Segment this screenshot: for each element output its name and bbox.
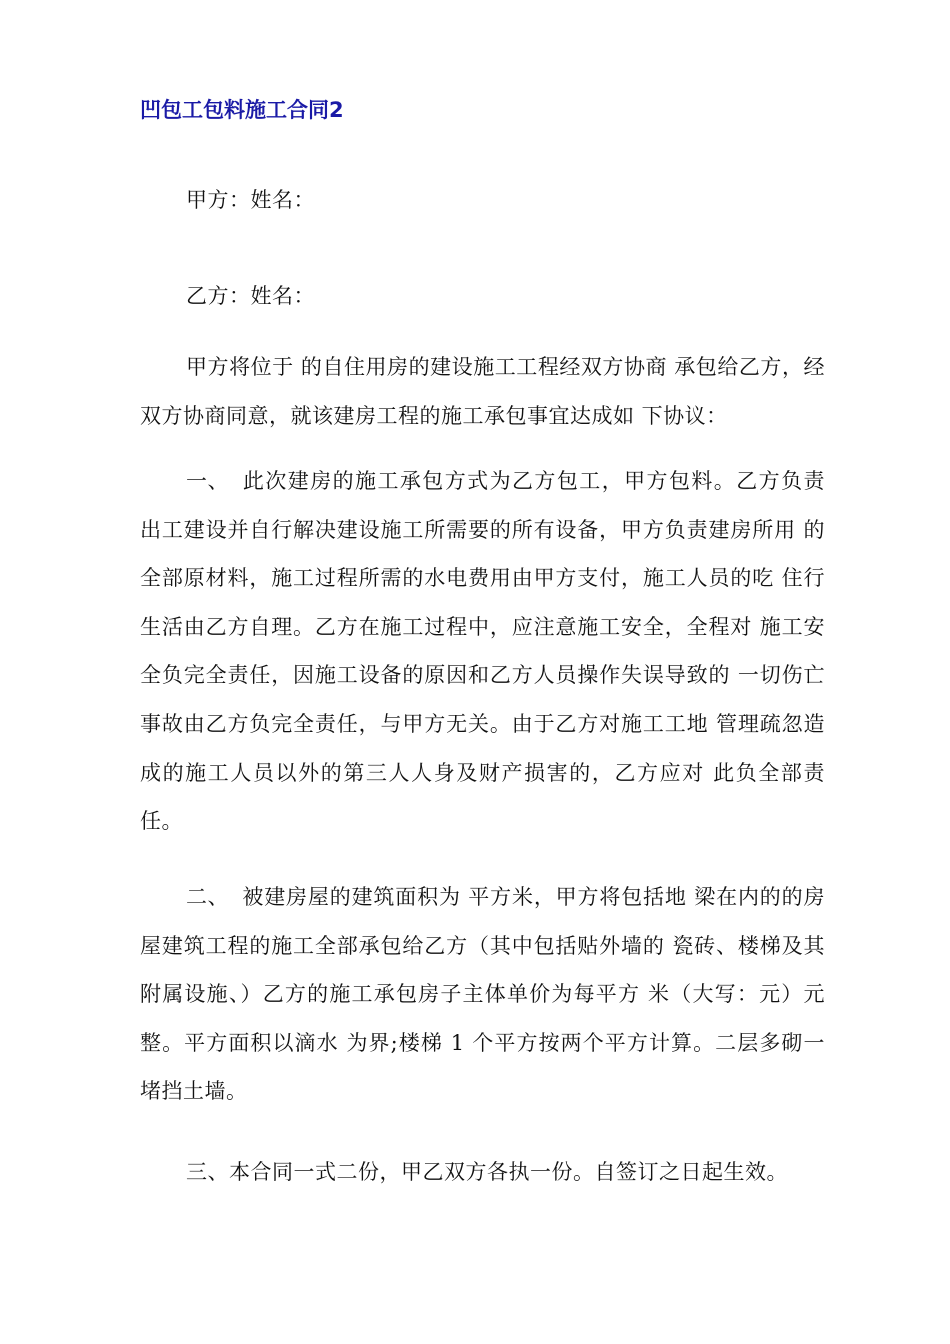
party-a-line: 甲方：姓名：: [186, 188, 315, 212]
document-title: 凹包工包料施工合同2: [140, 98, 344, 122]
clause-1-paragraph: [140, 457, 825, 846]
clause-1-number: 一、: [186, 469, 229, 493]
clause-2-text: 被建房屋的建筑面积为 平方米，甲方将包括地 梁在内的的房屋建筑工程的施工全部承包给乙方（其中包括贴外墙的 瓷砖、楼梯及其附属设施、）乙方的施工承包房子主体单价为每平方 米（大写：元）元整。平方面积以滴水 为界;楼梯 1 个平方按两个平方计算。二层多砌一堵挡土墙。: [140, 885, 825, 1104]
clause-2-number: 二、: [186, 885, 229, 909]
clause-3-paragraph: 三、本合同一式二份，甲乙双方各执一份。自签订之日起生效。: [186, 1160, 788, 1184]
party-b-line: 乙方：姓名：: [186, 284, 315, 308]
intro-paragraph: 甲方将位于 的自住用房的建设施工工程经双方协商 承包给乙方，经双方协商同意，就该建房工程的施工承包事宜达成如 下协议：: [140, 355, 825, 428]
clause-1-text: 此次建房的施工承包方式为乙方包工，甲方包料。乙方负责 出工建设并自行解决建设施工所需要的所有设备，甲方负责建房所用 的全部原材料，施工过程所需的水电费用由甲方支付，施工人员的吃 住行生活由乙方自理。乙方在施工过程中，应注意施工安全，全程对 施工安全负完全责任，因施工设备的原因和乙方人员操作失误导致的 一切伤亡事故由乙方负完全责任，与甲方无关。由于乙方对施工工地 管理疏忽造成的施工人员以外的第三人人身及财产损害的，乙方应对 此负全部责任。: [140, 469, 825, 834]
clause-2-paragraph: [140, 873, 825, 1116]
